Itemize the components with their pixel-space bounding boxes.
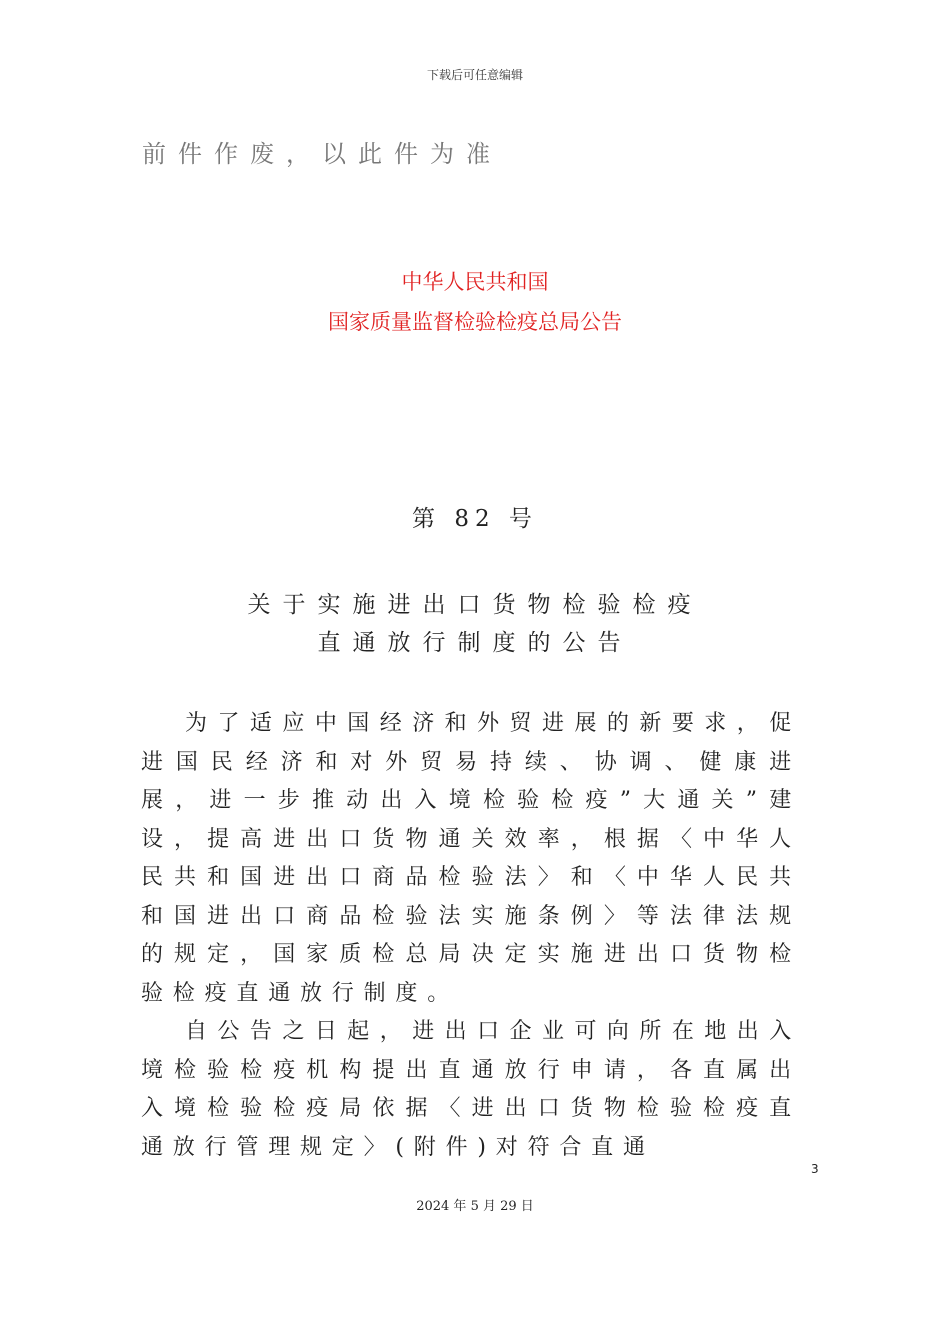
body-paragraph: 为了适应中国经济和外贸进展的新要求，促进国民经济和对外贸易持续、协调、健康进展，进一步推动出入境检验检疫”大通关”建设，提高进出口货物通关效率，根据〈中华人民共和国进出口商品检验法〉和〈中华人民共和国进出口商品检验法实施条例〉等法律法规的规定，国家质检总局决定实施进出口货物检验检疫直通放行制度。	[141, 711, 801, 1006]
document-title-line1: 关于实施进出口货物检验检疫	[247, 592, 703, 618]
document-title-line2: 直通放行制度的公告	[317, 630, 633, 656]
agency-name-line1: 中华人民共和国	[401, 270, 549, 294]
page-number: 3	[811, 1162, 819, 1176]
page-header: 下载后可任意编辑	[426, 68, 523, 82]
page-footer-date: 2024 年 5 月 29 日	[416, 1199, 534, 1214]
body-paragraph: 自公告之日起，进出口企业可向所在地出入境检验检疫机构提出直通放行申请，各直属出入境检验检疫局依据〈进出口货物检验检疫直通放行管理规定〉(附件)对符合直通	[141, 1019, 801, 1160]
document-body	[141, 705, 801, 1167]
supersede-notice: 前件作废，以此件为准	[142, 140, 502, 168]
agency-name-line2: 国家质量监督检验检疫总局公告	[328, 310, 622, 334]
announcement-number: 第 82 号	[412, 506, 538, 532]
